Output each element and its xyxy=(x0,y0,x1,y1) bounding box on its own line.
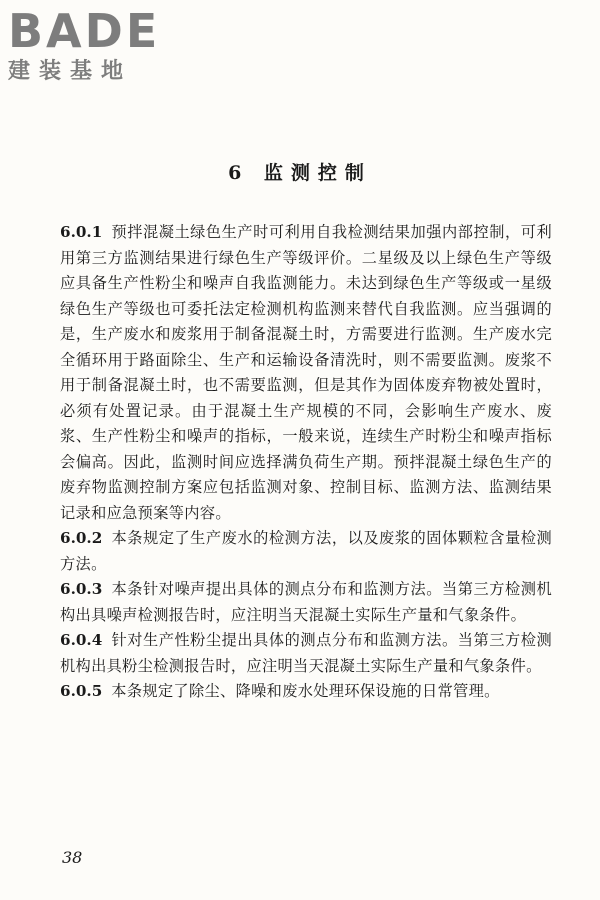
section-6-0-1 xyxy=(60,220,552,526)
logo-subtitle: 建装基地 xyxy=(8,59,133,84)
section-number: 6.0.2 xyxy=(60,529,103,547)
section-text: 针对生产性粉尘提出具体的测点分布和监测方法。当第三方检测机构出具粉尘检测报告时，应注明当天混凝土实际生产量和气象条件。 xyxy=(60,631,552,675)
logo-wordmark: BADE xyxy=(8,4,161,58)
chapter-title: 6 监测控制 xyxy=(228,162,372,184)
document-body xyxy=(60,220,552,705)
section-6-0-4 xyxy=(60,628,552,679)
section-text: 预拌混凝土绿色生产时可利用自我检测结果加强内部控制，可利用第三方监测结果进行绿色生产等级评价。二星级及以上绿色生产等级应具备生产性粉尘和噪声自我监测能力。未达到绿色生产等级或一星级绿色生产等级也可委托法定检测机构监测来替代自我监测。应当强调的是，生产废水和废浆用于制备混凝土时，方需要进行监测。生产废水完全循环用于路面除尘、生产和运输设备清洗时，则不需要监测。废浆不用于制备混凝土时，也不需要监测，但是其作为固体废弃物被处置时，必须有处置记录。由于混凝土生产规模的不同，会影响生产废水、废浆、生产性粉尘和噪声的指标，一般来说，连续生产时粉尘和噪声指标会偏高。因此，监测时间应选择满负荷生产期。预拌混凝土绿色生产的废弃物监测控制方案应包括监测对象、控制目标、监测方法、监测结果记录和应急预案等内容。 xyxy=(60,223,552,522)
section-number: 6.0.3 xyxy=(60,580,103,598)
section-text: 本条规定了除尘、降噪和废水处理环保设施的日常管理。 xyxy=(111,682,500,700)
section-number: 6.0.1 xyxy=(60,223,103,241)
section-6-0-3 xyxy=(60,577,552,628)
section-number: 6.0.5 xyxy=(60,682,103,700)
section-6-0-2 xyxy=(60,526,552,577)
section-6-0-5 xyxy=(60,679,552,705)
bade-logo xyxy=(8,6,178,94)
section-text: 本条规定了生产废水的检测方法，以及废浆的固体颗粒含量检测方法。 xyxy=(60,529,552,573)
section-text: 本条针对噪声提出具体的测点分布和监测方法。当第三方检测机构出具噪声检测报告时，应注明当天混凝土实际生产量和气象条件。 xyxy=(60,580,552,624)
page-number: 38 xyxy=(62,848,83,867)
section-number: 6.0.4 xyxy=(60,631,103,649)
